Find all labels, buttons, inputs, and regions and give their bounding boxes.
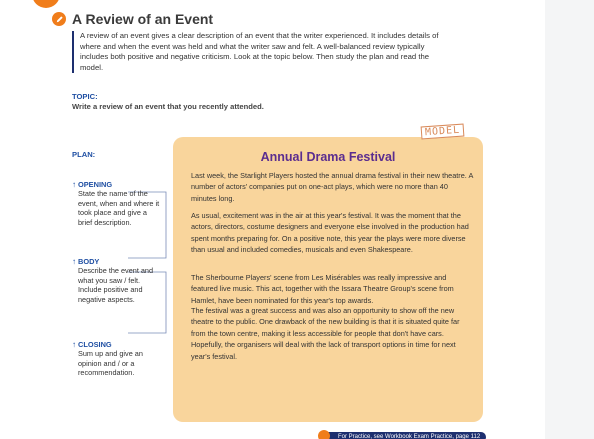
plan-heading: PLAN: [72, 150, 96, 159]
page-title: A Review of an Event [72, 11, 214, 27]
workbook-practice-link[interactable]: For Practice, see Workbook Exam Practice, page 112 [322, 432, 486, 439]
plan-desc-opening: State the name of the event, when and where it took place and give a brief description. [78, 189, 160, 227]
plan-section-body [72, 257, 160, 304]
intro-text: A review of an event gives a clear description of an event that the writer experienced. It includes details of where and when the event was held and what the writer saw and felt. A well-balanced review typically includes both positive and negative criticism. Look at the topic below. Then study the plan and read the model. [72, 31, 440, 73]
arrow-icon: ↑ [72, 180, 76, 189]
model-paragraph-1: Last week, the Starlight Players hosted the annual drama festival in their new theatre. A number of actors' companies put on one-act plays, which were no more than 40 minutes long. [191, 171, 473, 203]
model-title: Annual Drama Festival [260, 150, 396, 164]
plan-section-closing [72, 340, 160, 378]
plan-desc-body: Describe the event and what you saw / felt. Include positive and negative aspects. [78, 266, 154, 304]
model-paragraph-3: The Sherbourne Players' scene from Les Misérables was really impressive and featured live music. This act, together with the Issara Theatre Group's scene from Hamlet, have been nominated for this year's top awards. [191, 273, 454, 305]
plan-label-closing: CLOSING [78, 340, 112, 349]
topic-heading: TOPIC: [72, 92, 98, 101]
arrow-icon: ↑ [72, 257, 76, 266]
plan-section-opening [72, 180, 160, 227]
pencil-icon [318, 430, 330, 439]
model-stamp: MODEL [421, 124, 465, 140]
page-gutter [545, 0, 594, 439]
plan-label-opening: OPENING [78, 180, 113, 189]
model-paragraph-4: The festival was a great success and was also an opportunity to show off the new theatre to the public. One drawback of the new building is that it is situated quite far from the town centre, making it less accessible for people that don't have cars. Hopefully, the organisers will deal with the lack of transport options in time for next year's festival. [191, 306, 460, 361]
topic-text: Write a review of an event that you recently attended. [72, 102, 264, 111]
plan-desc-closing: Sum up and give an opinion and / or a recommendation. [78, 349, 143, 378]
arrow-icon: ↑ [72, 340, 76, 349]
model-paragraph-2: As usual, excitement was in the air at this year's festival. It was the moment that the actors, directors, costume designers and everyone else involved in the production had spent months preparing for. On a positive note, this year the plays were more diverse than usual and included comedies, musicals and even Shakespeare. [191, 211, 469, 255]
plan-label-body: BODY [78, 257, 100, 266]
